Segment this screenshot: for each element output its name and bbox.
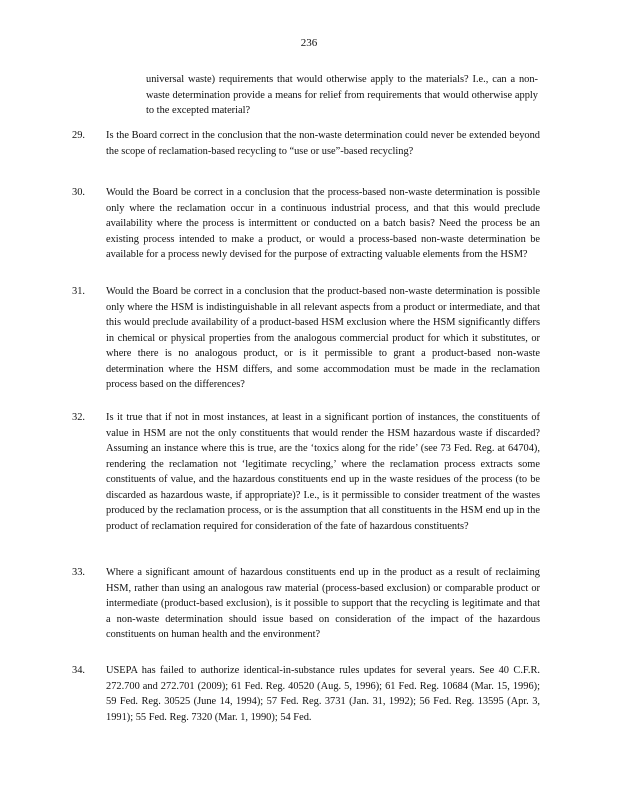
item-text: USEPA has failed to authorize identical-in-substance rules updates for several years. See 40 C.F.R. 272.700 and 272.701 (2009); 61 Fed. Reg. 40520 (Aug. 5, 1996); 61 Fed. Reg. 10684 (Mar. 15, 1996); 59 Fed. Reg. 30525 (June 14, 1994); 57 Fed. Reg. 3731 (Jan. 31, 1992); 56 Fed. Reg. 13595 (Apr. 3, 1991); 55 Fed. Reg. 7320 (Mar. 1, 1990); 54 Fed. [106,665,540,723]
item-number: 32. [72,412,85,423]
page-number: 236 [300,37,318,49]
item-text: Would the Board be correct in a conclusion that the product-based non-waste determination is possible only where the HSM is indistinguishable in all relevant aspects from a product or intermediate, and that this would preclude availability of a product-based HSM exclusion where the HSM significantly differs in chemical or physical properties from the analogous commercial product for which it substitutes, or where there is no analogous product, or is it permissible to grant a product-based non-waste determination where the HSM differs, and some accommodation must be made in the reclamation process based on the differences? [106,286,540,390]
continuation-paragraph: universal waste) requirements that would otherwise apply to the materials? I.e., can a non-waste determination provide a means for relief from requirements that would otherwise apply to the excepted material? [146,74,538,116]
item-number: 34. [72,665,85,676]
item-text: Where a significant amount of hazardous constituents end up in the product as a result of reclaiming HSM, rather than using an analogous raw material (process-based exclusion) or comparable product or intermediate (product-based exclusion), is it possible to support that the recycling is legitimate and that a non-waste determination should issue based on consideration of the impact of the hazardous constituents on human health and the environment? [106,567,540,640]
item-text: Is the Board correct in the conclusion that the non-waste determination could never be extended beyond the scope of reclamation-based recycling to “use or use”-based recycling? [106,130,540,157]
item-number: 29. [72,130,85,141]
item-text: Would the Board be correct in a conclusion that the process-based non-waste determination is possible only where the reclamation occur in a continuous industrial process, and that this would preclude availability where the process is intermittent or conducted on a batch basis? Need the process be an existing process intended to make a product, or would a process-based non-waste determination be available for a process newly devised for the purpose of extracting valuable elements from the HSM? [106,187,540,260]
item-number: 31. [72,286,85,297]
item-number: 33. [72,567,85,578]
item-text: Is it true that if not in most instances, at least in a significant portion of instances, the constituents of value in HSM are not the only constituents that would render the HSM hazardous waste if discarded? Assuming an instance where this is true, are the ‘toxics along for the ride’ (see 73 Fed. Reg. at 64704), rendering the reclamation not ‘legitimate recycling,’ where the reclamation process extracts some constituents of value, and the hazardous constituents end up in the waste residues of the process (to be discarded as hazardous waste, if appropriate)? I.e., is it permissible to consider treatment of the wastes produced by the reclamation process, or is the assumption that all constituents in the HSM end up in the product of reclamation required for consideration of the fate of hazardous constituents? [106,412,540,532]
item-number: 30. [72,187,85,198]
